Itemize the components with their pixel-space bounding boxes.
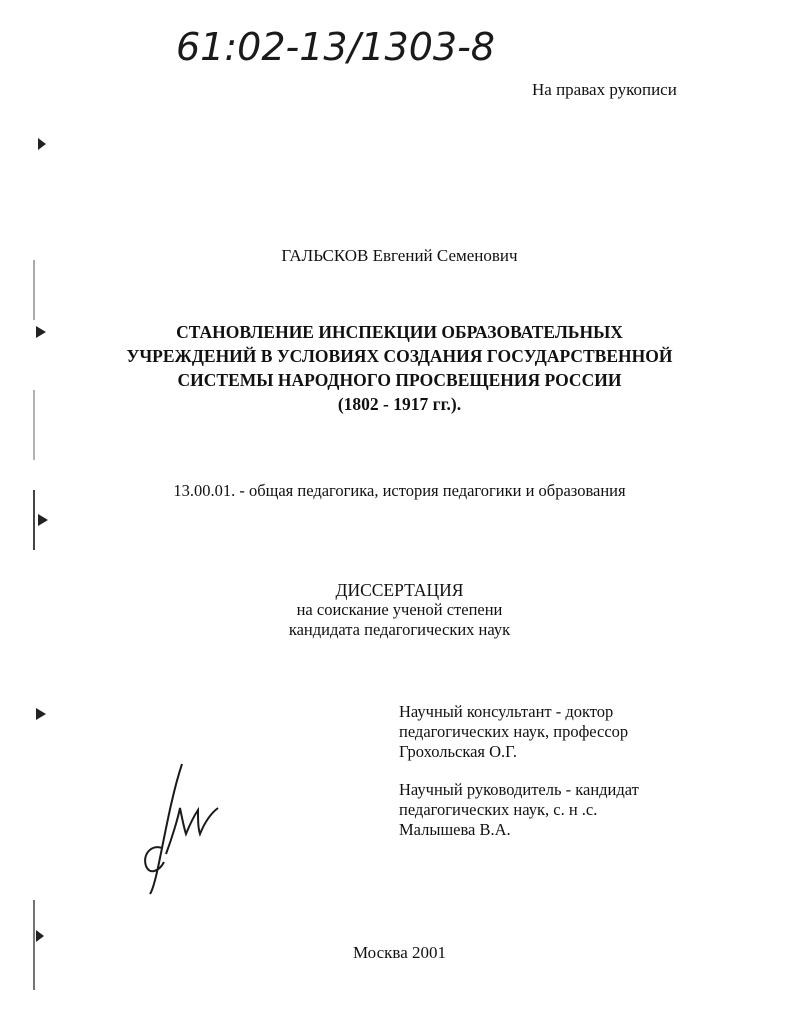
city-year: Москва 2001 [352,943,447,962]
handwritten-signature [132,758,228,898]
binding-marks [28,130,58,1010]
handwritten-archive-code [176,6,596,90]
archive-code-text: 61:02-13/1303-8 [176,25,495,69]
title-line: СТАНОВЛЕНИЕ ИНСПЕКЦИИ ОБРАЗОВАТЕЛЬНЫХ [176,322,623,342]
scientific-supervisor [399,780,639,840]
specialty-code: 13.00.01. - общая педагогика, история педагогики и образования [173,481,626,500]
title-line: СИСТЕМЫ НАРОДНОГО ПРОСВЕЩЕНИЯ РОССИИ [177,370,622,390]
degree-line: кандидата педагогических наук [288,620,511,639]
dissertation-degree-block [0,580,799,640]
consultant-name: Грохольская О.Г. [399,742,517,761]
supervisor-line: педагогических наук, с. н .с. [399,800,598,819]
dissertation-heading: ДИССЕРТАЦИЯ [335,580,464,600]
consultant-line: Научный консультант - доктор [399,702,614,721]
rights-note: На правах рукописи [532,80,677,99]
consultant-line: педагогических наук, профессор [399,722,629,741]
supervisor-line: Научный руководитель - кандидат [399,780,639,799]
degree-line: на соискание ученой степени [296,600,503,619]
advisors-block [399,702,639,858]
title-years: (1802 - 1917 гг.). [337,394,462,414]
supervisor-name: Малышева В.А. [399,820,511,839]
title-line: УЧРЕЖДЕНИЙ В УСЛОВИЯХ СОЗДАНИЯ ГОСУДАРСТВЕННОЙ [126,346,673,366]
scientific-consultant [399,702,639,762]
author-name: ГАЛЬСКОВ Евгений Семенович [281,246,518,265]
dissertation-title [0,320,799,416]
